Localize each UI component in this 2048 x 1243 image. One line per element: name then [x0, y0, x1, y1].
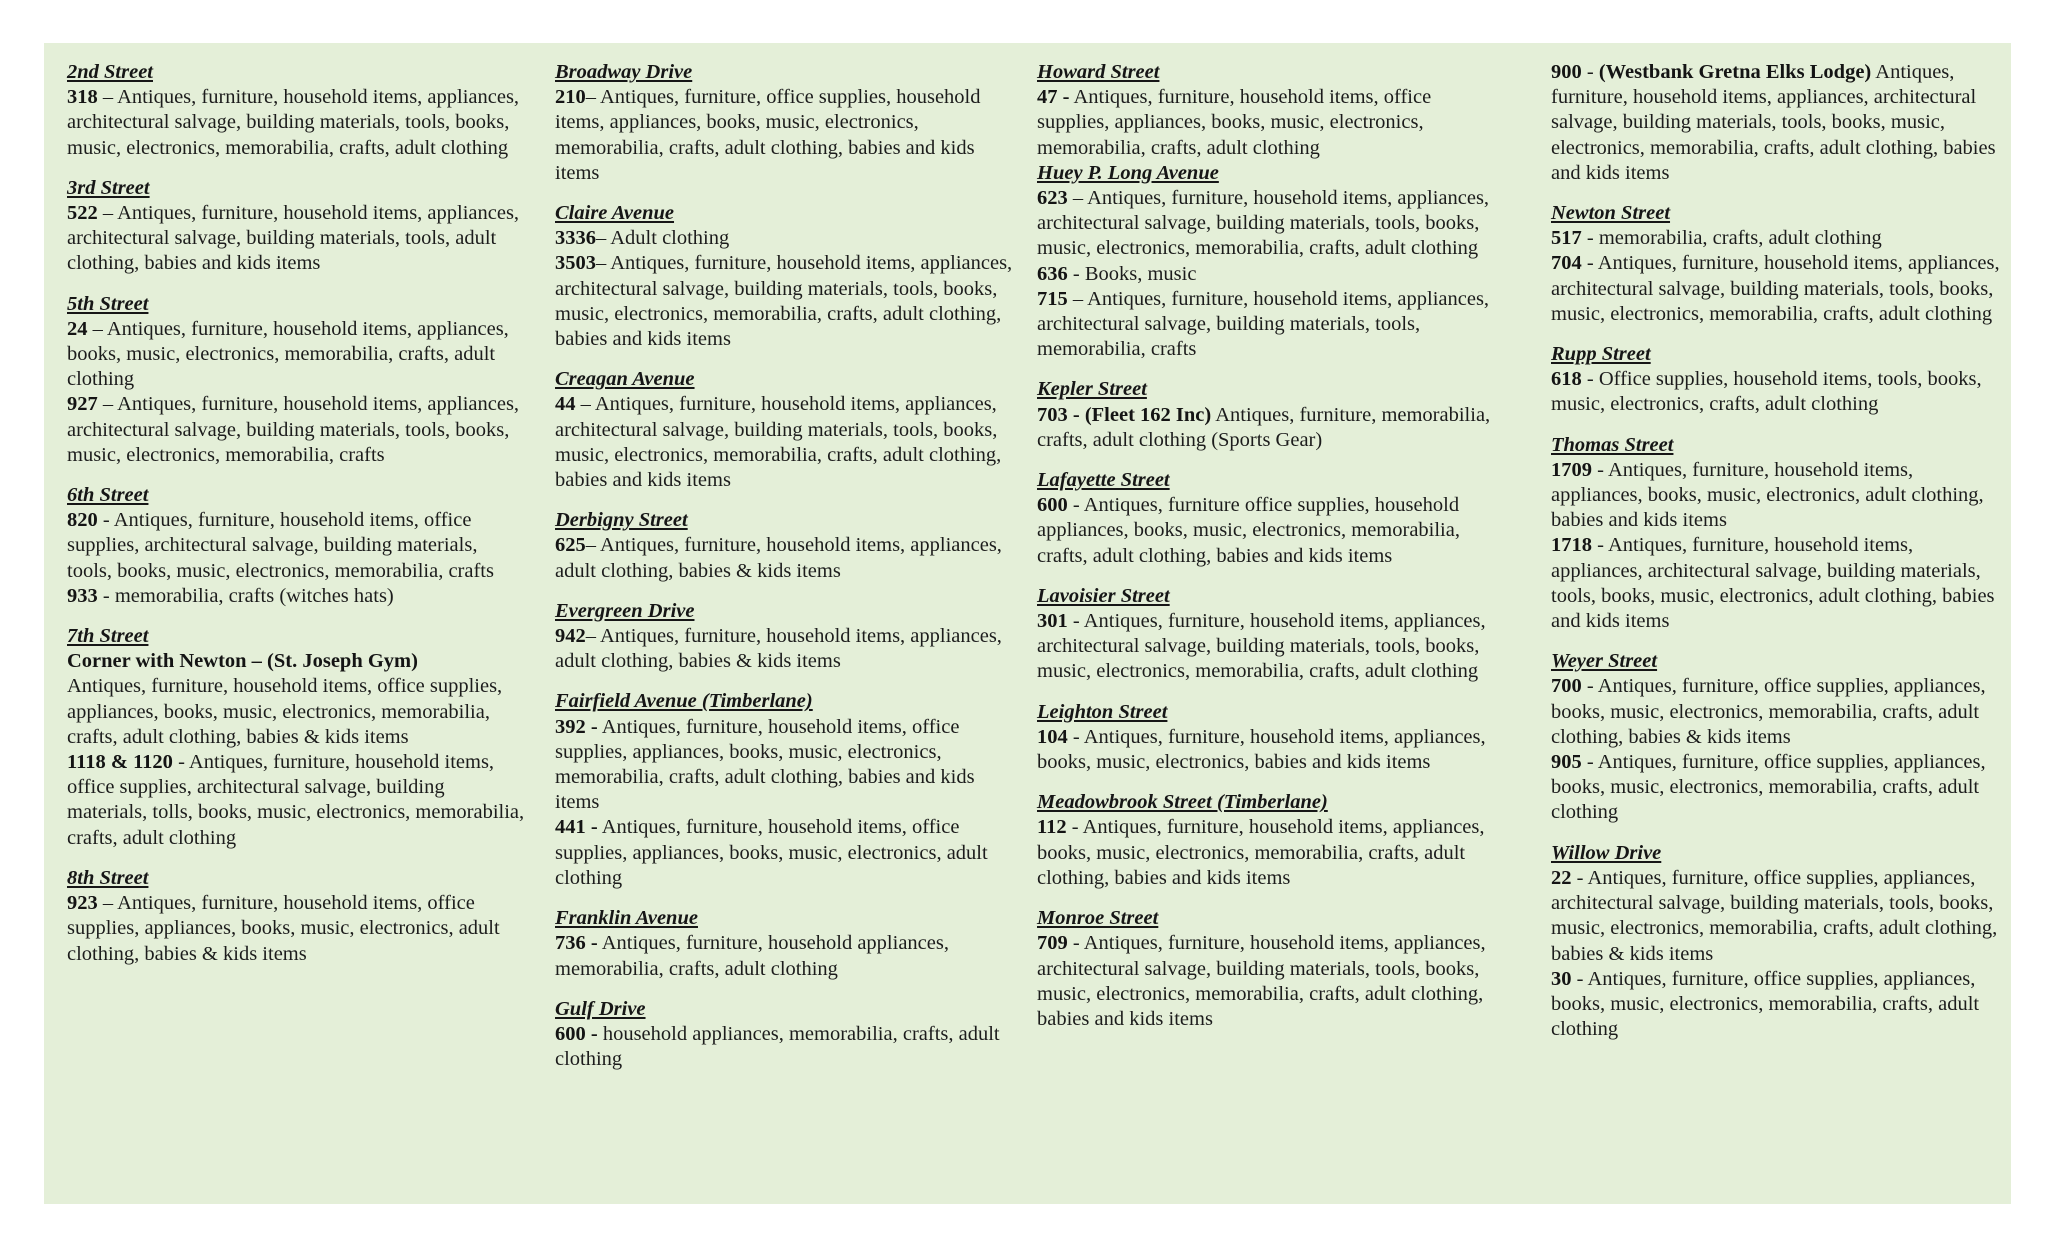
sale-listing — [67, 201, 527, 277]
item-description: - memorabilia, crafts (witches hats) — [97, 584, 394, 607]
item-description: - Antiques, furniture, office supplies, appliances, books, music, electronics, memorabilia, crafts, adult clothing — [1551, 967, 1980, 1041]
street-heading: Huey P. Long Avenue — [1037, 161, 1219, 184]
item-description: – Antiques, furniture, household items, appliances, books, music, electronics, memorabilia, crafts, adult clothing — [67, 317, 509, 391]
sale-listing — [1037, 186, 1507, 262]
address-number: 301 — [1037, 610, 1068, 633]
address-number: 709 — [1037, 932, 1068, 955]
address-number: 636 — [1037, 262, 1068, 285]
street-section — [1037, 584, 1507, 685]
street-section — [67, 60, 527, 161]
address-number: 736 - — [555, 932, 598, 955]
item-description: – Antiques, furniture, household items, appliances, adult clothing, babies & kids items — [555, 534, 1002, 582]
item-description: - memorabilia, crafts, adult clothing — [1581, 227, 1882, 250]
sale-listing — [555, 624, 1015, 674]
street-heading: Newton Street — [1551, 202, 1671, 225]
sale-listing — [1551, 750, 2001, 826]
item-description: - Antiques, furniture, household items, appliances, books, music, electronics, memorabilia, crafts, adult clothing, babies and kids items — [1037, 816, 1485, 889]
address-number: 30 — [1551, 967, 1572, 990]
address-number: 210 — [555, 86, 586, 109]
item-description: - Antiques, furniture, household items, appliances, architectural salvage, building materials, tools, books, music, electronics, memorabilia, crafts, adult clothing, babies and kids items — [1037, 932, 1486, 1030]
street-heading: Leighton Street — [1037, 700, 1168, 723]
street-section — [555, 60, 1015, 186]
sale-listing — [67, 508, 527, 584]
sale-listing — [1551, 226, 2001, 251]
sale-listing — [555, 815, 1015, 891]
sale-listing — [1037, 85, 1507, 161]
item-description: - Antiques, furniture, office supplies, appliances, books, music, electronics, memorabilia, crafts, adult clothing — [1551, 751, 1986, 824]
address-number: 44 — [555, 393, 576, 416]
item-description: – Antiques, furniture, household items, appliances, architectural salvage, building materials, tools, books, music, electronics, memorabilia, crafts, adult clothing — [67, 86, 520, 159]
street-heading: Franklin Avenue — [555, 907, 698, 930]
item-description: - Antiques, furniture, household items, appliances, books, music, electronics, babies and kids items — [1037, 725, 1486, 774]
street-section — [555, 689, 1015, 891]
item-description: - Antiques, furniture, household items, office supplies, architectural salvage, building materials, tools, books, music, electronics, memorabilia, crafts — [67, 509, 494, 582]
sale-listing — [67, 317, 527, 393]
street-section — [1037, 700, 1507, 776]
sale-listing — [1037, 609, 1507, 685]
street-section — [1037, 377, 1507, 453]
address-number: 820 — [67, 509, 98, 532]
address-number: 1709 — [1551, 458, 1592, 481]
street-section — [1037, 60, 1507, 161]
item-description: – Adult clothing — [596, 227, 730, 250]
address-number: 392 - — [555, 715, 598, 738]
item-description: - — [1581, 61, 1599, 83]
street-heading: Rupp Street — [1551, 343, 1651, 366]
street-section — [1551, 201, 2001, 327]
address-number: 3503 — [555, 252, 596, 275]
item-description: Antiques, furniture, household items, office supplies, appliances, books, music, electronics, memorabilia, crafts, adult clothing, babies & kids items — [67, 675, 503, 748]
address-number: 900 — [1551, 61, 1582, 83]
sale-listing — [1037, 725, 1507, 775]
street-section — [67, 624, 527, 851]
address-number: 703 - (Fleet 162 Inc) — [1037, 403, 1212, 426]
sale-listing — [555, 85, 1015, 186]
item-description: – Antiques, furniture, household items, office supplies, appliances, books, music, electronics, adult clothing, babies & kids items — [67, 892, 500, 965]
street-section — [555, 367, 1015, 493]
address-number: Corner with Newton – (St. Joseph Gym) — [67, 650, 418, 673]
street-section — [67, 292, 527, 468]
street-heading: Lafayette Street — [1037, 469, 1170, 492]
sale-listing — [67, 392, 527, 468]
sale-listing — [1551, 674, 2001, 750]
item-description: Antiques, furniture, household appliances, memorabilia, crafts, adult clothing — [555, 932, 949, 980]
address-number: 600 — [1037, 494, 1068, 517]
item-description: Antiques, furniture, memorabilia, crafts, adult clothing (Sports Gear) — [1037, 403, 1491, 451]
column-2 — [555, 60, 1015, 1087]
item-description: Antiques, furniture, household items, office supplies, appliances, books, music, electronics, adult clothing — [555, 816, 988, 889]
sale-listing — [1037, 931, 1507, 1032]
address-number: 715 — [1037, 287, 1068, 310]
address-number: 927 — [67, 393, 98, 416]
venue-name: (Westbank Gretna Elks Lodge) — [1598, 61, 1872, 83]
item-description: - Antiques, furniture office supplies, household appliances, books, music, electronics, memorabilia, crafts, adult clothing, babies and kids items — [1037, 494, 1460, 567]
item-description: – Antiques, furniture, household items, appliances, architectural salvage, building materials, tools, books, music, electronics, memorabilia, crafts, adult clothing — [1037, 187, 1490, 260]
item-description: - Antiques, furniture, office supplies, appliances, architectural salvage, building materials, tools, books, music, electronics, memorabilia, crafts, adult clothing, babies & kids items — [1551, 866, 1998, 965]
street-heading: Broadway Drive — [555, 61, 693, 83]
sale-listing — [67, 584, 527, 609]
street-heading: Weyer Street — [1551, 650, 1658, 673]
address-number: 618 — [1551, 368, 1582, 391]
address-number: 1718 — [1551, 534, 1592, 557]
street-heading: Monroe Street — [1037, 907, 1159, 930]
address-number: 625 — [555, 534, 586, 557]
sale-listing — [1037, 262, 1507, 287]
sale-listing — [1551, 533, 2001, 634]
column-4 — [1551, 60, 2001, 1057]
street-heading: 2nd Street — [67, 61, 153, 83]
item-description: - Books, music — [1067, 262, 1197, 285]
sale-listing — [1551, 458, 2001, 534]
street-heading: 5th Street — [67, 292, 149, 315]
sale-listing — [555, 1022, 1015, 1072]
street-heading: Howard Street — [1037, 61, 1160, 83]
item-description: – Antiques, furniture, household items, appliances, architectural salvage, building materials, tools, memorabilia, crafts — [1037, 287, 1490, 361]
street-heading: Gulf Drive — [555, 997, 646, 1020]
item-description: - Antiques, furniture, household items, appliances, architectural salvage, building materials, tools, books, music, electronics, adult clothing, babies and kids items — [1551, 534, 1995, 633]
address-number: 517 — [1551, 227, 1582, 250]
address-number: 112 — [1037, 816, 1067, 839]
item-description: - Office supplies, household items, tools, books, music, electronics, crafts, adult clothing — [1551, 368, 1982, 416]
street-section — [555, 508, 1015, 584]
street-section — [555, 906, 1015, 982]
address-number: 933 — [67, 584, 98, 607]
item-description: - Antiques, furniture, household items, appliances, architectural salvage, building materials, tools, books, music, electronics, memorabilia, crafts, adult clothing — [1551, 252, 2000, 325]
street-heading: Claire Avenue — [555, 202, 675, 225]
item-description: Antiques, furniture, household items, office supplies, appliances, books, music, electronics, memorabilia, crafts, adult clothing, babies and kids items — [555, 715, 975, 814]
address-number: 441 - — [555, 816, 598, 839]
sale-listing — [555, 931, 1015, 981]
sale-listing — [67, 649, 527, 750]
sale-listing — [1551, 367, 2001, 417]
item-description: – Antiques, furniture, household items, appliances, architectural salvage, building materials, tools, books, music, electronics, memorabilia, crafts, adult clothing, babies and kids items — [555, 252, 1013, 351]
address-number: 522 — [67, 202, 98, 225]
sale-listing — [1037, 403, 1507, 453]
street-section — [555, 599, 1015, 675]
address-number: 24 — [67, 317, 88, 340]
sale-listing — [1551, 60, 2001, 186]
address-number: 47 - — [1037, 86, 1070, 109]
sale-listing — [67, 85, 527, 161]
address-number: 3336 — [555, 227, 596, 250]
street-section — [1551, 841, 2001, 1043]
item-description: - Antiques, furniture, office supplies, appliances, books, music, electronics, memorabilia, crafts, adult clothing, babies & kids items — [1551, 675, 1986, 748]
street-section — [1551, 433, 2001, 635]
street-heading: Thomas Street — [1551, 433, 1674, 456]
item-description: - Antiques, furniture, household items, office supplies, architectural salvage, building materials, tolls, books, music, electronics, memorabilia, crafts, adult clothing — [67, 751, 525, 849]
street-heading: Evergreen Drive — [555, 599, 695, 622]
sale-listing — [1037, 815, 1507, 891]
column-1 — [67, 60, 527, 982]
item-description: – Antiques, furniture, household items, appliances, architectural salvage, building materials, tools, adult clothing, babies and kids items — [67, 202, 520, 275]
sale-listing — [555, 251, 1015, 352]
street-heading: Willow Drive — [1551, 841, 1662, 864]
sale-listing — [1551, 866, 2001, 967]
sale-listing — [555, 226, 1015, 251]
street-heading: Derbigny Street — [555, 509, 688, 532]
street-section — [555, 997, 1015, 1073]
item-description: – Antiques, furniture, household items, appliances, architectural salvage, building materials, tools, books, music, electronics, memorabilia, crafts — [67, 393, 520, 466]
item-description: – Antiques, furniture, household items, appliances, architectural salvage, building materials, tools, books, music, electronics, memorabilia, crafts, adult clothing, babies and kids items — [555, 393, 1002, 492]
street-section — [1551, 60, 2001, 186]
address-number: 318 — [67, 86, 98, 109]
sale-listing — [555, 715, 1015, 816]
street-section — [555, 201, 1015, 352]
column-3 — [1037, 60, 1507, 1047]
item-description: Antiques, furniture, household items, appliances, architectural salvage, building materials, tools, books, music, electronics, memorabilia, crafts, adult clothing, babies and kids items — [1551, 61, 1996, 184]
street-heading: Lavoisier Street — [1037, 584, 1170, 607]
address-number: 704 — [1551, 252, 1582, 275]
sale-listing — [67, 750, 527, 851]
address-number: 1118 & 1120 — [67, 751, 173, 774]
address-number: 942 — [555, 625, 586, 648]
street-heading: Creagan Avenue — [555, 368, 695, 391]
address-number: 923 — [67, 892, 98, 915]
sale-listing — [1551, 967, 2001, 1043]
listing-panel — [44, 43, 2011, 1204]
item-description: – Antiques, furniture, household items, appliances, adult clothing, babies & kids items — [555, 625, 1002, 673]
street-section — [1551, 342, 2001, 418]
street-heading: 3rd Street — [67, 176, 150, 199]
item-description: - Antiques, furniture, household items, appliances, architectural salvage, building materials, tools, books, music, electronics, memorabilia, crafts, adult clothing — [1037, 610, 1486, 683]
address-number: 22 — [1551, 866, 1572, 889]
sale-listing — [1037, 287, 1507, 363]
sale-listing — [1037, 493, 1507, 569]
item-description: household appliances, memorabilia, crafts, adult clothing — [555, 1022, 1000, 1071]
address-number: 700 — [1551, 675, 1582, 698]
address-number: 600 - — [555, 1022, 598, 1045]
street-section — [1037, 790, 1507, 891]
street-section — [67, 866, 527, 967]
sale-listing — [67, 891, 527, 967]
street-section — [1037, 161, 1507, 363]
street-heading: Meadowbrook Street (Timberlane) — [1037, 791, 1328, 814]
street-heading: 6th Street — [67, 484, 149, 507]
street-heading: Fairfield Avenue (Timberlane) — [555, 690, 813, 713]
item-description: – Antiques, furniture, office supplies, household items, appliances, books, music, electronics, memorabilia, crafts, adult clothing, babies and kids items — [555, 86, 981, 184]
street-heading: 8th Street — [67, 866, 149, 889]
street-section — [1037, 468, 1507, 569]
item-description: Antiques, furniture, household items, office supplies, appliances, books, music, electronics, memorabilia, crafts, adult clothing — [1037, 86, 1432, 159]
street-heading: Kepler Street — [1037, 378, 1147, 401]
sale-listing — [1551, 251, 2001, 327]
sale-listing — [555, 392, 1015, 493]
address-number: 623 — [1037, 187, 1068, 210]
street-section — [67, 483, 527, 609]
item-description: - Antiques, furniture, household items, appliances, books, music, electronics, adult clothing, babies and kids items — [1551, 458, 1984, 532]
address-number: 905 — [1551, 751, 1582, 774]
sale-listing — [555, 533, 1015, 583]
street-section — [67, 176, 527, 277]
address-number: 104 — [1037, 725, 1068, 748]
street-section — [1037, 906, 1507, 1032]
street-heading: 7th Street — [67, 625, 149, 648]
street-section — [1551, 649, 2001, 825]
